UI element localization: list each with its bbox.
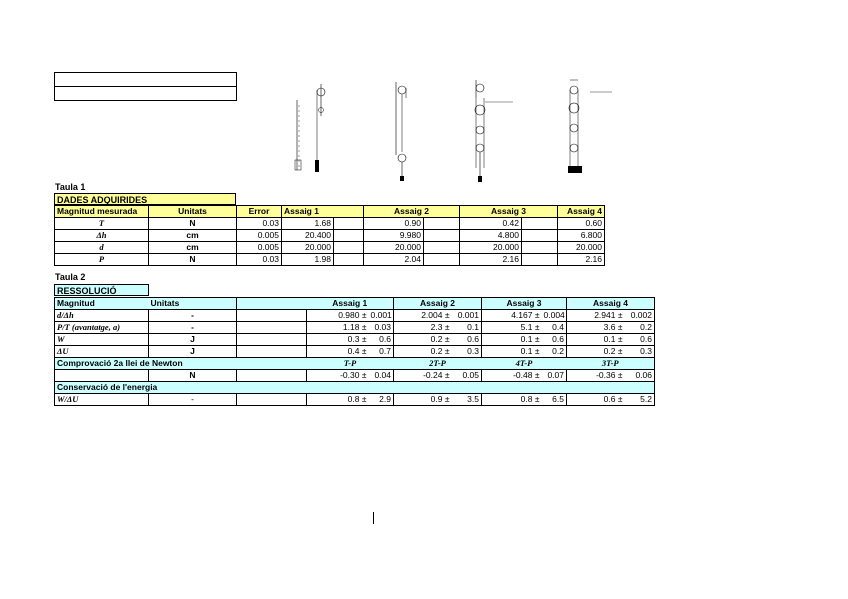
newton-title: Comprovació 2a llei de Newton <box>55 358 237 370</box>
table-row <box>55 242 605 254</box>
error-cell: 0.6 <box>625 334 655 346</box>
error-cell: 0.05 <box>452 370 482 382</box>
newton-head-2: 2T-P <box>394 358 482 370</box>
value-cell: 4.167 ± <box>482 310 542 322</box>
table-row <box>55 334 655 346</box>
taula1-label: Taula 1 <box>55 182 86 192</box>
value-cell: 0.4 ± <box>307 346 369 358</box>
row-magnitud: P <box>55 254 149 266</box>
table-row <box>55 310 655 322</box>
text-cursor <box>373 512 374 524</box>
taula2-header-row <box>55 298 655 310</box>
error-cell: 0.1 <box>452 322 482 334</box>
spacer-cell <box>334 230 364 242</box>
col-header-magnitud: Magnitud <box>55 298 149 310</box>
value-cell: 0.6 ± <box>567 394 625 406</box>
row-assaig-3: 4.800 <box>460 230 522 242</box>
error-cell: 0.6 <box>369 334 394 346</box>
pulley-diagram-4-icon <box>560 78 620 178</box>
row-unit: N <box>149 254 237 266</box>
spacer-cell <box>334 254 364 266</box>
taula1-header-row <box>55 206 605 218</box>
row-error: 0.03 <box>237 218 282 230</box>
taula2-title: RESSOLUCIÓ <box>54 284 149 296</box>
spacer-cell <box>237 346 307 358</box>
taula1-title: DADES ADQUIRIDES <box>54 193 236 205</box>
row-magnitud: d/Δh <box>55 310 149 322</box>
value-cell: 2.941 ± <box>567 310 625 322</box>
spacer-cell <box>334 242 364 254</box>
col-header-unitats: Unitats <box>149 206 237 218</box>
row-assaig-4: 6.800 <box>558 230 605 242</box>
error-cell: 5.2 <box>625 394 655 406</box>
row-assaig-2: 20.000 <box>364 242 424 254</box>
spacer-cell <box>55 370 149 382</box>
row-assaig-2: 9.980 <box>364 230 424 242</box>
spacer-cell <box>237 322 307 334</box>
row-assaig-4: 2.16 <box>558 254 605 266</box>
error-cell: 0.001 <box>370 310 392 320</box>
row-assaig-3: 20.000 <box>460 242 522 254</box>
spacer-cell <box>237 298 307 310</box>
pulley-diagram-3-icon <box>468 78 528 188</box>
table-row <box>55 254 605 266</box>
spacer-cell <box>237 310 307 322</box>
spacer-cell <box>522 218 558 230</box>
spacer-cell <box>237 394 307 406</box>
spacer-cell <box>424 218 460 230</box>
row-magnitud: d <box>55 242 149 254</box>
spacer-cell <box>424 230 460 242</box>
value-cell: 0.3 ± <box>307 334 369 346</box>
row-magnitud: ΔU <box>55 346 149 358</box>
energia-title: Conservació de l'energia <box>55 382 655 394</box>
row-assaig-3: 2.16 <box>460 254 522 266</box>
spacer-cell <box>237 334 307 346</box>
value-cell: 1.18 ± <box>307 322 369 334</box>
error-cell: 0.6 <box>542 334 567 346</box>
value-cell: 0.2 ± <box>567 346 625 358</box>
value-cell: -0.24 ± <box>394 370 452 382</box>
row-magnitud: Δh <box>55 230 149 242</box>
row-unit: J <box>149 346 237 358</box>
col-header-assaig-4: Assaig 4 <box>558 206 605 218</box>
col-header-magnitud: Magnitud mesurada <box>55 206 149 218</box>
row-magnitud: W/ΔU <box>55 394 149 406</box>
spacer-cell <box>522 242 558 254</box>
header-box-bottom <box>54 86 237 101</box>
value-cell: 0.1 ± <box>482 334 542 346</box>
value-cell: 0.8 ± <box>307 394 369 406</box>
energia-header-row <box>55 382 655 394</box>
value-cell: 5.1 ± <box>482 322 542 334</box>
newton-header-row <box>55 358 655 370</box>
spacer-cell <box>237 370 307 382</box>
error-cell: 6.5 <box>542 394 567 406</box>
col-header-assaig-2: Assaig 2 <box>394 298 482 310</box>
taula2-table <box>54 297 655 406</box>
error-cell: 0.3 <box>625 346 655 358</box>
header-box-top <box>54 72 237 87</box>
row-assaig-2: 0.90 <box>364 218 424 230</box>
row-magnitud: P/T (avantatge, a) <box>55 322 149 334</box>
error-cell: 0.06 <box>625 370 655 382</box>
row-unit: cm <box>149 242 237 254</box>
error-cell: 0.4 <box>542 322 567 334</box>
row-assaig-1: 20.000 <box>282 242 334 254</box>
row-assaig-4: 0.60 <box>558 218 605 230</box>
value-cell: 0.2 ± <box>394 346 452 358</box>
table-row <box>55 394 655 406</box>
row-assaig-2: 2.04 <box>364 254 424 266</box>
newton-unit: N <box>149 370 237 382</box>
newton-head-1: T-P <box>307 358 394 370</box>
col-header-assaig-3: Assaig 3 <box>460 206 558 218</box>
row-error: 0.03 <box>237 254 282 266</box>
col-header-error: Error <box>237 206 282 218</box>
newton-head-3: 4T-P <box>482 358 567 370</box>
row-magnitud: T <box>55 218 149 230</box>
row-assaig-1: 1.68 <box>282 218 334 230</box>
error-cell: 0.7 <box>369 346 394 358</box>
pulley-diagram-1-icon <box>285 80 330 180</box>
row-unit: - <box>149 322 237 334</box>
value-cell: 0.980 ± <box>307 310 369 322</box>
table-row <box>55 230 605 242</box>
table-row <box>55 370 655 382</box>
error-cell: 0.6 <box>452 334 482 346</box>
value-cell: 0.2 ± <box>394 334 452 346</box>
row-unit: N <box>149 218 237 230</box>
value-cell: 2.004 ± <box>394 310 452 322</box>
table-row <box>55 218 605 230</box>
error-cell: 0.04 <box>369 370 394 382</box>
col-header-assaig-3: Assaig 3 <box>482 298 567 310</box>
value-cell: 3.6 ± <box>567 322 625 334</box>
taula2-label: Taula 2 <box>55 272 86 282</box>
row-unit: - <box>149 310 237 322</box>
newton-head-4: 3T-P <box>567 358 655 370</box>
spacer-cell <box>334 218 364 230</box>
row-unit: cm <box>149 230 237 242</box>
error-cell: 0.03 <box>369 322 394 334</box>
error-cell: 0.3 <box>452 346 482 358</box>
col-header-unitats: Unitats <box>149 298 237 310</box>
table-row <box>55 322 655 334</box>
col-header-assaig-2: Assaig 2 <box>364 206 460 218</box>
col-header-assaig-1: Assaig 1 <box>282 206 364 218</box>
spacer-cell <box>237 358 307 370</box>
spacer-cell <box>522 230 558 242</box>
error-cell: 0.2 <box>542 346 567 358</box>
error-cell: 0.004 <box>543 310 565 320</box>
row-unit: - <box>149 394 237 406</box>
spacer-cell <box>522 254 558 266</box>
row-error: 0.005 <box>237 242 282 254</box>
row-assaig-1: 20.400 <box>282 230 334 242</box>
value-cell: 0.8 ± <box>482 394 542 406</box>
row-assaig-1: 1.98 <box>282 254 334 266</box>
error-cell: 0.07 <box>542 370 567 382</box>
error-cell: 0.2 <box>625 322 655 334</box>
row-assaig-3: 0.42 <box>460 218 522 230</box>
value-cell: -0.48 ± <box>482 370 542 382</box>
value-cell: 0.1 ± <box>567 334 625 346</box>
row-magnitud: W <box>55 334 149 346</box>
error-cell: 3.5 <box>452 394 482 406</box>
spacer-cell <box>424 254 460 266</box>
taula1-table <box>54 205 605 266</box>
row-error: 0.005 <box>237 230 282 242</box>
value-cell: 2.3 ± <box>394 322 452 334</box>
col-header-assaig-1: Assaig 1 <box>307 298 394 310</box>
error-cell: 0.002 <box>625 310 655 322</box>
table-row <box>55 346 655 358</box>
error-cell: 2.9 <box>369 394 394 406</box>
value-cell: 0.1 ± <box>482 346 542 358</box>
spacer-cell <box>424 242 460 254</box>
row-unit: J <box>149 334 237 346</box>
row-assaig-4: 20.000 <box>558 242 605 254</box>
col-header-assaig-4: Assaig 4 <box>567 298 655 310</box>
value-cell: -0.36 ± <box>567 370 625 382</box>
value-cell: 0.9 ± <box>394 394 452 406</box>
value-cell: -0.30 ± <box>307 370 369 382</box>
error-cell: 0.001 <box>452 310 482 322</box>
pulley-diagram-2-icon <box>390 80 415 190</box>
